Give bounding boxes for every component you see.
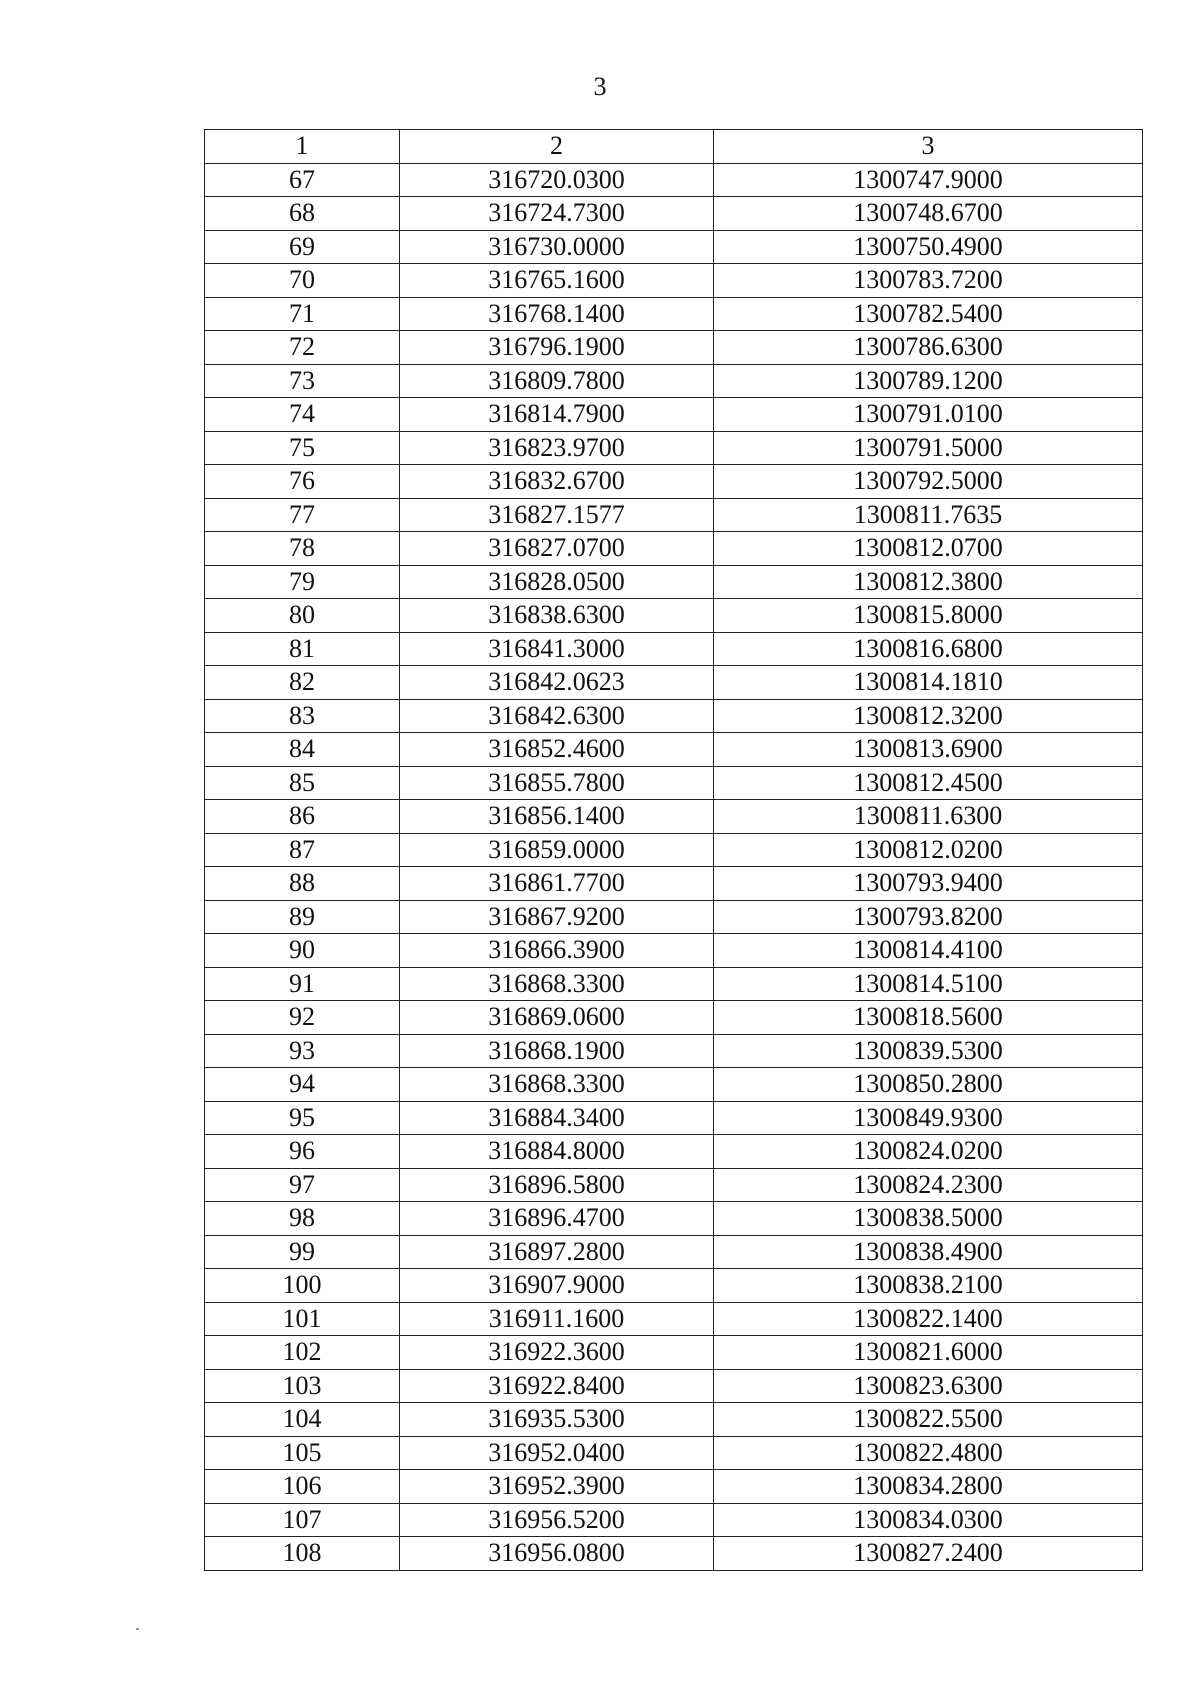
column-header-1: 1 bbox=[205, 130, 400, 164]
point-number-cell: 70 bbox=[205, 264, 400, 298]
y-coordinate-cell: 1300824.0200 bbox=[714, 1135, 1143, 1169]
point-number-cell: 79 bbox=[205, 565, 400, 599]
page-number: 3 bbox=[593, 72, 607, 101]
y-coordinate-cell: 1300812.3200 bbox=[714, 699, 1143, 733]
x-coordinate-cell: 316859.0000 bbox=[400, 833, 714, 867]
point-number-cell: 98 bbox=[205, 1202, 400, 1236]
y-coordinate-cell: 1300747.9000 bbox=[714, 163, 1143, 197]
x-coordinate-cell: 316935.5300 bbox=[400, 1403, 714, 1437]
table-row bbox=[205, 833, 1143, 867]
x-coordinate-cell: 316796.1900 bbox=[400, 331, 714, 365]
x-coordinate-cell: 316922.8400 bbox=[400, 1369, 714, 1403]
x-coordinate-cell: 316852.4600 bbox=[400, 733, 714, 767]
table-row bbox=[205, 197, 1143, 231]
x-coordinate-cell: 316952.3900 bbox=[400, 1470, 714, 1504]
x-coordinate-cell: 316855.7800 bbox=[400, 766, 714, 800]
table-row bbox=[205, 163, 1143, 197]
table-row bbox=[205, 1135, 1143, 1169]
x-coordinate-cell: 316832.6700 bbox=[400, 465, 714, 499]
table-row bbox=[205, 498, 1143, 532]
x-coordinate-cell: 316884.3400 bbox=[400, 1101, 714, 1135]
point-number-cell: 76 bbox=[205, 465, 400, 499]
table-row bbox=[205, 364, 1143, 398]
point-number-cell: 69 bbox=[205, 230, 400, 264]
table-row bbox=[205, 666, 1143, 700]
y-coordinate-cell: 1300812.0200 bbox=[714, 833, 1143, 867]
point-number-cell: 99 bbox=[205, 1235, 400, 1269]
y-coordinate-cell: 1300838.5000 bbox=[714, 1202, 1143, 1236]
y-coordinate-cell: 1300812.3800 bbox=[714, 565, 1143, 599]
point-number-cell: 95 bbox=[205, 1101, 400, 1135]
x-coordinate-cell: 316842.6300 bbox=[400, 699, 714, 733]
scan-speck bbox=[136, 1628, 139, 1630]
y-coordinate-cell: 1300814.4100 bbox=[714, 934, 1143, 968]
table-row bbox=[205, 398, 1143, 432]
point-number-cell: 87 bbox=[205, 833, 400, 867]
y-coordinate-cell: 1300834.0300 bbox=[714, 1503, 1143, 1537]
table-row bbox=[205, 1202, 1143, 1236]
x-coordinate-cell: 316868.1900 bbox=[400, 1034, 714, 1068]
table-row bbox=[205, 1470, 1143, 1504]
x-coordinate-cell: 316956.0800 bbox=[400, 1537, 714, 1571]
x-coordinate-cell: 316956.5200 bbox=[400, 1503, 714, 1537]
y-coordinate-cell: 1300791.5000 bbox=[714, 431, 1143, 465]
table-row bbox=[205, 1503, 1143, 1537]
table-row bbox=[205, 699, 1143, 733]
y-coordinate-cell: 1300750.4900 bbox=[714, 230, 1143, 264]
point-number-cell: 82 bbox=[205, 666, 400, 700]
table-row bbox=[205, 1101, 1143, 1135]
x-coordinate-cell: 316823.9700 bbox=[400, 431, 714, 465]
x-coordinate-cell: 316897.2800 bbox=[400, 1235, 714, 1269]
x-coordinate-cell: 316911.1600 bbox=[400, 1302, 714, 1336]
table-row bbox=[205, 1403, 1143, 1437]
x-coordinate-cell: 316730.0000 bbox=[400, 230, 714, 264]
table-row bbox=[205, 900, 1143, 934]
y-coordinate-cell: 1300827.2400 bbox=[714, 1537, 1143, 1571]
point-number-cell: 107 bbox=[205, 1503, 400, 1537]
point-number-cell: 73 bbox=[205, 364, 400, 398]
y-coordinate-cell: 1300782.5400 bbox=[714, 297, 1143, 331]
point-number-cell: 71 bbox=[205, 297, 400, 331]
x-coordinate-cell: 316868.3300 bbox=[400, 1068, 714, 1102]
y-coordinate-cell: 1300792.5000 bbox=[714, 465, 1143, 499]
point-number-cell: 93 bbox=[205, 1034, 400, 1068]
y-coordinate-cell: 1300814.5100 bbox=[714, 967, 1143, 1001]
point-number-cell: 85 bbox=[205, 766, 400, 800]
y-coordinate-cell: 1300822.1400 bbox=[714, 1302, 1143, 1336]
y-coordinate-cell: 1300789.1200 bbox=[714, 364, 1143, 398]
table-row bbox=[205, 230, 1143, 264]
x-coordinate-cell: 316952.0400 bbox=[400, 1436, 714, 1470]
x-coordinate-cell: 316922.3600 bbox=[400, 1336, 714, 1370]
table-row bbox=[205, 733, 1143, 767]
point-number-cell: 101 bbox=[205, 1302, 400, 1336]
y-coordinate-cell: 1300821.6000 bbox=[714, 1336, 1143, 1370]
point-number-cell: 96 bbox=[205, 1135, 400, 1169]
x-coordinate-cell: 316866.3900 bbox=[400, 934, 714, 968]
x-coordinate-cell: 316884.8000 bbox=[400, 1135, 714, 1169]
point-number-cell: 80 bbox=[205, 599, 400, 633]
table-row bbox=[205, 1537, 1143, 1571]
y-coordinate-cell: 1300793.9400 bbox=[714, 867, 1143, 901]
x-coordinate-cell: 316841.3000 bbox=[400, 632, 714, 666]
x-coordinate-cell: 316856.1400 bbox=[400, 800, 714, 834]
column-header-2: 2 bbox=[400, 130, 714, 164]
y-coordinate-cell: 1300838.4900 bbox=[714, 1235, 1143, 1269]
x-coordinate-cell: 316896.4700 bbox=[400, 1202, 714, 1236]
point-number-cell: 104 bbox=[205, 1403, 400, 1437]
point-number-cell: 74 bbox=[205, 398, 400, 432]
table-row bbox=[205, 1001, 1143, 1035]
point-number-cell: 67 bbox=[205, 163, 400, 197]
y-coordinate-cell: 1300748.6700 bbox=[714, 197, 1143, 231]
table-row bbox=[205, 1436, 1143, 1470]
point-number-cell: 90 bbox=[205, 934, 400, 968]
y-coordinate-cell: 1300824.2300 bbox=[714, 1168, 1143, 1202]
table-row bbox=[205, 632, 1143, 666]
x-coordinate-cell: 316827.1577 bbox=[400, 498, 714, 532]
point-number-cell: 100 bbox=[205, 1269, 400, 1303]
table-body bbox=[205, 163, 1143, 1570]
table-row bbox=[205, 599, 1143, 633]
point-number-cell: 75 bbox=[205, 431, 400, 465]
x-coordinate-cell: 316814.7900 bbox=[400, 398, 714, 432]
point-number-cell: 88 bbox=[205, 867, 400, 901]
x-coordinate-cell: 316842.0623 bbox=[400, 666, 714, 700]
x-coordinate-cell: 316724.7300 bbox=[400, 197, 714, 231]
x-coordinate-cell: 316869.0600 bbox=[400, 1001, 714, 1035]
table-row bbox=[205, 766, 1143, 800]
y-coordinate-cell: 1300834.2800 bbox=[714, 1470, 1143, 1504]
x-coordinate-cell: 316768.1400 bbox=[400, 297, 714, 331]
table-row bbox=[205, 1235, 1143, 1269]
table-header-row bbox=[205, 130, 1143, 164]
point-number-cell: 86 bbox=[205, 800, 400, 834]
table-row bbox=[205, 1369, 1143, 1403]
x-coordinate-cell: 316907.9000 bbox=[400, 1269, 714, 1303]
y-coordinate-cell: 1300839.5300 bbox=[714, 1034, 1143, 1068]
point-number-cell: 77 bbox=[205, 498, 400, 532]
x-coordinate-cell: 316867.9200 bbox=[400, 900, 714, 934]
y-coordinate-cell: 1300822.5500 bbox=[714, 1403, 1143, 1437]
table-row bbox=[205, 532, 1143, 566]
table-row bbox=[205, 967, 1143, 1001]
point-number-cell: 78 bbox=[205, 532, 400, 566]
y-coordinate-cell: 1300811.7635 bbox=[714, 498, 1143, 532]
y-coordinate-cell: 1300812.4500 bbox=[714, 766, 1143, 800]
y-coordinate-cell: 1300813.6900 bbox=[714, 733, 1143, 767]
point-number-cell: 72 bbox=[205, 331, 400, 365]
table-row bbox=[205, 1336, 1143, 1370]
y-coordinate-cell: 1300814.1810 bbox=[714, 666, 1143, 700]
point-number-cell: 91 bbox=[205, 967, 400, 1001]
table-row bbox=[205, 1168, 1143, 1202]
y-coordinate-cell: 1300838.2100 bbox=[714, 1269, 1143, 1303]
table-row bbox=[205, 297, 1143, 331]
table-row bbox=[205, 934, 1143, 968]
point-number-cell: 68 bbox=[205, 197, 400, 231]
y-coordinate-cell: 1300816.6800 bbox=[714, 632, 1143, 666]
table-row bbox=[205, 264, 1143, 298]
table-row bbox=[205, 565, 1143, 599]
point-number-cell: 105 bbox=[205, 1436, 400, 1470]
point-number-cell: 102 bbox=[205, 1336, 400, 1370]
table-header bbox=[205, 130, 1143, 164]
point-number-cell: 106 bbox=[205, 1470, 400, 1504]
point-number-cell: 97 bbox=[205, 1168, 400, 1202]
point-number-cell: 92 bbox=[205, 1001, 400, 1035]
x-coordinate-cell: 316838.6300 bbox=[400, 599, 714, 633]
coordinates-table bbox=[204, 129, 1143, 1571]
x-coordinate-cell: 316896.5800 bbox=[400, 1168, 714, 1202]
y-coordinate-cell: 1300815.8000 bbox=[714, 599, 1143, 633]
point-number-cell: 81 bbox=[205, 632, 400, 666]
x-coordinate-cell: 316828.0500 bbox=[400, 565, 714, 599]
y-coordinate-cell: 1300811.6300 bbox=[714, 800, 1143, 834]
table-row bbox=[205, 800, 1143, 834]
x-coordinate-cell: 316765.1600 bbox=[400, 264, 714, 298]
table-row bbox=[205, 867, 1143, 901]
point-number-cell: 84 bbox=[205, 733, 400, 767]
table-row bbox=[205, 1269, 1143, 1303]
point-number-cell: 83 bbox=[205, 699, 400, 733]
x-coordinate-cell: 316861.7700 bbox=[400, 867, 714, 901]
column-header-3: 3 bbox=[714, 130, 1143, 164]
y-coordinate-cell: 1300812.0700 bbox=[714, 532, 1143, 566]
y-coordinate-cell: 1300786.6300 bbox=[714, 331, 1143, 365]
table-row bbox=[205, 1068, 1143, 1102]
y-coordinate-cell: 1300791.0100 bbox=[714, 398, 1143, 432]
y-coordinate-cell: 1300793.8200 bbox=[714, 900, 1143, 934]
y-coordinate-cell: 1300850.2800 bbox=[714, 1068, 1143, 1102]
table-row bbox=[205, 465, 1143, 499]
point-number-cell: 89 bbox=[205, 900, 400, 934]
table-row bbox=[205, 331, 1143, 365]
x-coordinate-cell: 316720.0300 bbox=[400, 163, 714, 197]
y-coordinate-cell: 1300849.9300 bbox=[714, 1101, 1143, 1135]
y-coordinate-cell: 1300818.5600 bbox=[714, 1001, 1143, 1035]
x-coordinate-cell: 316868.3300 bbox=[400, 967, 714, 1001]
point-number-cell: 94 bbox=[205, 1068, 400, 1102]
y-coordinate-cell: 1300823.6300 bbox=[714, 1369, 1143, 1403]
y-coordinate-cell: 1300822.4800 bbox=[714, 1436, 1143, 1470]
point-number-cell: 103 bbox=[205, 1369, 400, 1403]
table-row bbox=[205, 1034, 1143, 1068]
point-number-cell: 108 bbox=[205, 1537, 400, 1571]
table-row bbox=[205, 431, 1143, 465]
x-coordinate-cell: 316809.7800 bbox=[400, 364, 714, 398]
table-row bbox=[205, 1302, 1143, 1336]
x-coordinate-cell: 316827.0700 bbox=[400, 532, 714, 566]
y-coordinate-cell: 1300783.7200 bbox=[714, 264, 1143, 298]
